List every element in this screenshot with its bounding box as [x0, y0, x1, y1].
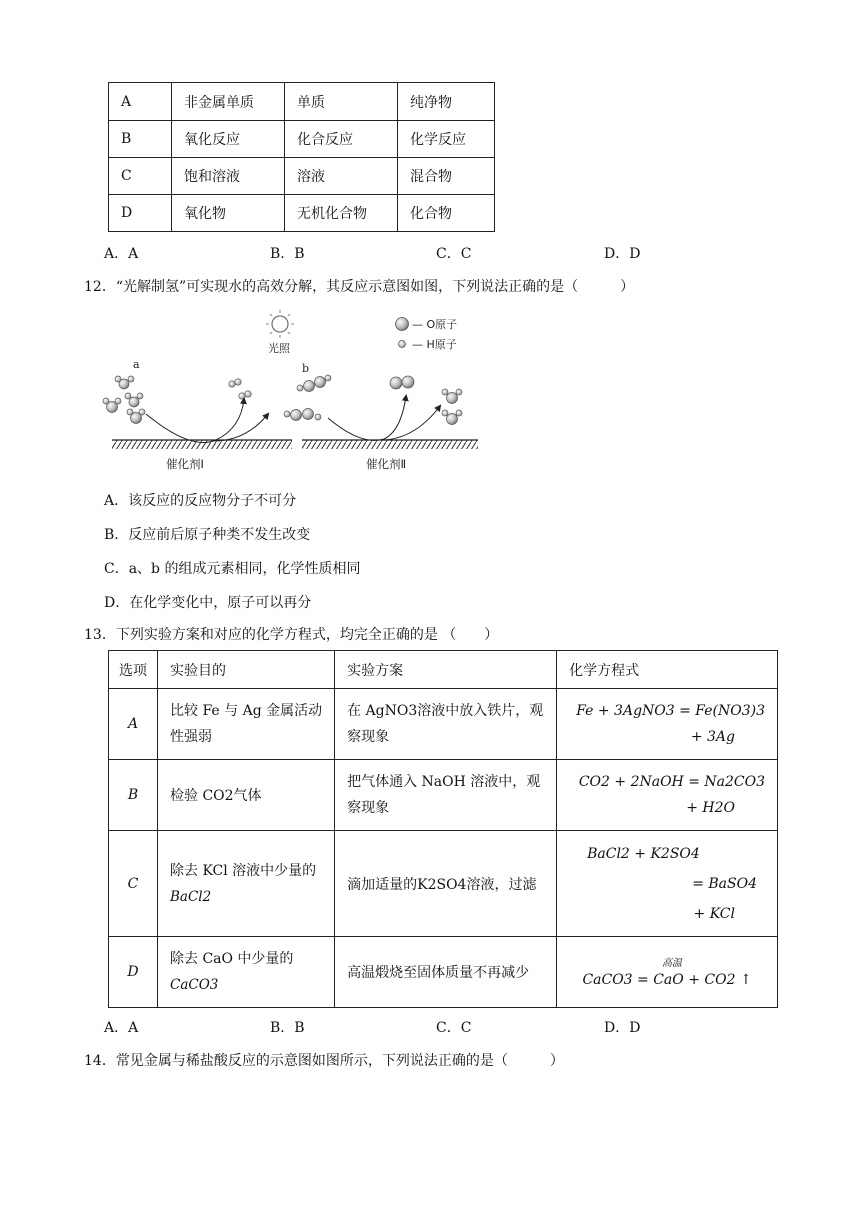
q11-option-b[interactable]: B．B: [270, 246, 305, 262]
label-b: b: [302, 362, 310, 375]
q11-cell: 非金属单质: [172, 83, 285, 121]
q12-option-a[interactable]: A．该反应的反应物分子不可分: [104, 493, 297, 509]
legend-h-atom-icon: [399, 341, 406, 348]
q12-reaction-figure: [96, 306, 486, 476]
catalyst2-label: 催化剂Ⅱ: [366, 457, 407, 471]
q11-table: [108, 82, 495, 232]
q13-plan: 在 AgNO3溶液中放入铁片，观 察现象: [335, 689, 557, 760]
q13-purpose: 除去 KCl 溶液中少量的 BaCl2: [158, 831, 335, 937]
peroxide-molecules: [284, 375, 331, 421]
label-a: a: [133, 358, 140, 371]
water-molecules-left: [103, 376, 145, 424]
reaction-path-1: [146, 399, 244, 443]
q12-option-d[interactable]: D．在化学变化中，原子可以再分: [104, 595, 312, 611]
q13-row-option: C: [109, 831, 158, 937]
q13-purpose: 检验 CO2气体: [158, 760, 335, 831]
q11-cell: B: [109, 121, 172, 158]
q11-option-c[interactable]: C．C: [436, 246, 472, 262]
q11-cell: 无机化合物: [285, 195, 398, 232]
oxygen-molecule: [390, 376, 414, 389]
q13-equation: CO2 + 2NaOH = Na2CO3 + H2O: [557, 760, 778, 831]
q13-option-b[interactable]: B．B: [270, 1020, 305, 1036]
q11-option-d[interactable]: D．D: [604, 246, 641, 262]
legend-o-atom-icon: [396, 318, 409, 331]
water-molecules-right: [442, 389, 462, 425]
q11-cell: 纯净物: [398, 83, 495, 121]
q11-cell: 化合反应: [285, 121, 398, 158]
q11-cell: 氧化物: [172, 195, 285, 232]
sun-icon: [266, 310, 294, 338]
q13-equation: BaCl2 + K2SO4 = BaSO4 + KCl: [557, 831, 778, 937]
q13-option-c[interactable]: C．C: [436, 1020, 472, 1036]
sun-label: 光照: [268, 342, 290, 355]
legend-h-label: — H原子: [412, 338, 457, 351]
q13-option-a[interactable]: A．A: [104, 1020, 139, 1036]
q13-purpose: 除去 CaO 中少量的 CaCO3: [158, 937, 335, 1008]
q13-stem: 13．下列实验方案和对应的化学方程式，均完全正确的是 （ ）: [84, 627, 499, 643]
reaction-path-4: [384, 406, 440, 440]
catalyst-surface-1: [112, 440, 292, 449]
q13-option-d[interactable]: D．D: [604, 1020, 641, 1036]
reaction-path-3: [328, 396, 406, 440]
q12-option-b[interactable]: B．反应前后原子种类不发生改变: [104, 527, 311, 543]
q11-cell: A: [109, 83, 172, 121]
q11-cell: 溶液: [285, 158, 398, 195]
q11-cell: 混合物: [398, 158, 495, 195]
q11-option-a[interactable]: A．A: [104, 246, 139, 262]
q13-equation: 高温 CaCO3 = CaO + CO2 ↑: [557, 937, 778, 1008]
q11-cell: C: [109, 158, 172, 195]
q14-stem: 14．常见金属与稀盐酸反应的示意图如图所示，下列说法正确的是（ ）: [84, 1053, 564, 1069]
legend-o-label: — O原子: [412, 318, 458, 331]
hydrogen-molecules: [229, 379, 251, 399]
catalyst-surface-2: [302, 440, 478, 449]
catalyst1-label: 催化剂Ⅰ: [166, 457, 204, 471]
q11-cell: D: [109, 195, 172, 232]
q13-plan: 滴加适量的K2SO4溶液，过滤: [335, 831, 557, 937]
q13-row-option: A: [109, 689, 158, 760]
q13-header: 实验方案: [335, 651, 557, 689]
q13-plan: 把气体通入 NaOH 溶液中，观 察现象: [335, 760, 557, 831]
q12-stem: 12．“光解制氢”可实现水的高效分解，其反应示意图如图，下列说法正确的是（ ）: [84, 279, 635, 295]
q13-header: 化学方程式: [557, 651, 778, 689]
q11-cell: 氧化反应: [172, 121, 285, 158]
q13-row-option: B: [109, 760, 158, 831]
q11-cell: 单质: [285, 83, 398, 121]
q11-cell: 化合物: [398, 195, 495, 232]
q11-cell: 化学反应: [398, 121, 495, 158]
q13-row-option: D: [109, 937, 158, 1008]
q13-header: 选项: [109, 651, 158, 689]
q13-plan: 高温煅烧至固体质量不再减少: [335, 937, 557, 1008]
q13-table: [108, 650, 778, 1008]
q13-purpose: 比较 Fe 与 Ag 金属活动 性强弱: [158, 689, 335, 760]
q12-option-c[interactable]: C．a、b 的组成元素相同，化学性质相同: [104, 561, 361, 577]
q13-header: 实验目的: [158, 651, 335, 689]
q11-cell: 饱和溶液: [172, 158, 285, 195]
q13-equation: Fe + 3AgNO3 = Fe(NO3)3 + 3Ag: [557, 689, 778, 760]
